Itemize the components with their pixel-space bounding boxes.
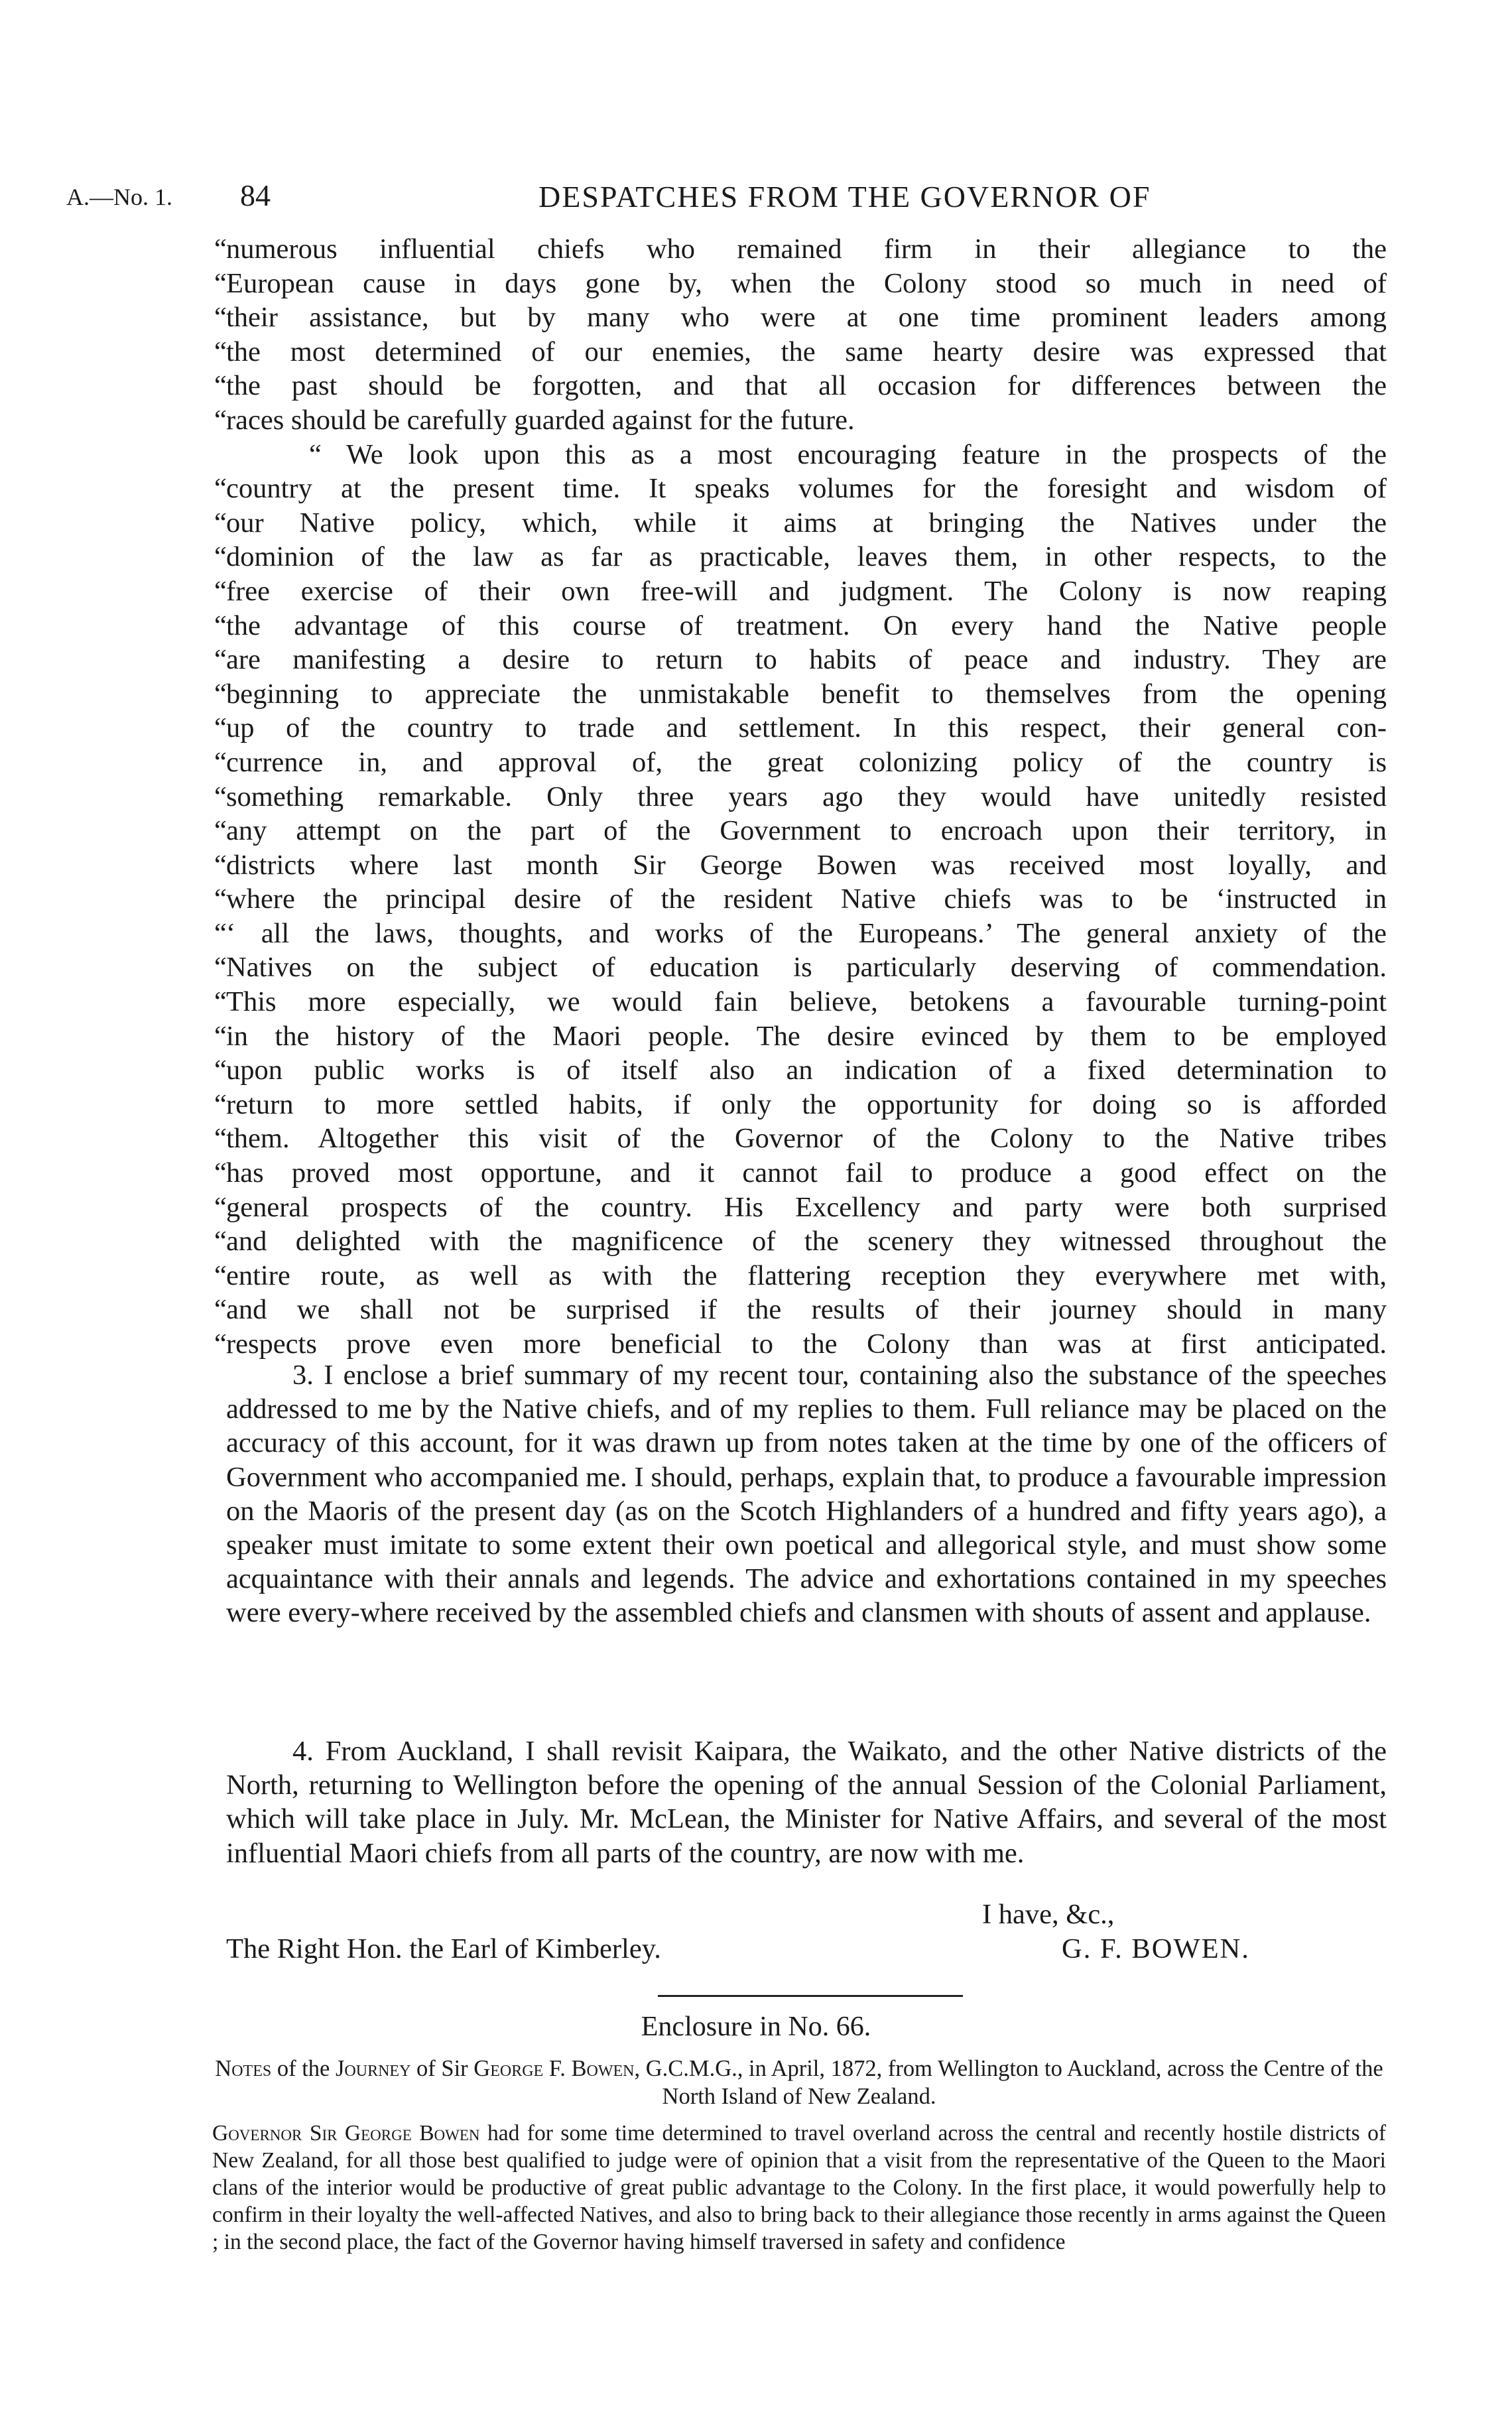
quote-line-text: country at the present time. It speaks volumes for the foresight and wisdom of xyxy=(226,473,1387,505)
quote-mark: “ xyxy=(214,644,227,676)
quote-line xyxy=(214,745,1387,780)
quote-mark: “ xyxy=(214,1226,227,1257)
quote-mark: “ xyxy=(214,370,227,402)
notes-journey: Journey xyxy=(335,2056,411,2081)
notes-lead: Notes xyxy=(215,2056,272,2081)
quote-line-text: numerous influential chiefs who remained firm in their allegiance to the xyxy=(226,233,1387,265)
quote-line xyxy=(214,369,1387,403)
paragraph-4-text: 4. From Auckland, I shall revisit Kaipara, the Waikato, and the other Native districts of the North, returning to Wellington before the opening of the annual Session of the Colonial Parliament, which will take place in July. Mr. McLean, the Minister for Native Affairs, and several of the most influential Maori chiefs from all parts of the country, are now with me. xyxy=(226,1736,1387,1869)
quote-line-text: the past should be forgotten, and that all occasion for differences between the xyxy=(226,370,1387,402)
signature: G. F. BOWEN. xyxy=(1062,1933,1250,1964)
quote-mark: “ xyxy=(214,609,227,641)
section-divider xyxy=(658,1995,963,1997)
quote-line-text: the most determined of our enemies, the same hearty desire was expressed that xyxy=(226,336,1387,367)
running-title: DESPATCHES FROM THE GOVERNOR OF xyxy=(538,180,1151,214)
notes-part-2: of Sir xyxy=(410,2056,474,2081)
quote-mark: “ xyxy=(214,746,227,778)
quote-line-text: where the principal desire of the resident Native chiefs was to be ‘instructed in xyxy=(226,883,1387,915)
quote-line xyxy=(214,232,1387,267)
quote-mark: “ xyxy=(214,575,227,607)
quote-line-text: free exercise of their own free-will and judgment. The Colony is now reaping xyxy=(226,575,1387,607)
quote-mark: “ xyxy=(214,404,227,436)
quote-mark: “ xyxy=(214,1294,227,1326)
notes-name: George F. Bowen xyxy=(473,2056,635,2081)
quote-mark: “ xyxy=(214,815,227,847)
quote-line xyxy=(214,677,1387,712)
quote-line-text: has proved most opportune, and it cannot fail to produce a good effect on the xyxy=(226,1157,1387,1189)
quote-mark: “ xyxy=(214,1157,227,1189)
quote-line xyxy=(214,609,1387,643)
quote-line-text: any attempt on the part of the Government to encroach upon their territory, in xyxy=(226,815,1387,847)
quote-line xyxy=(214,848,1387,883)
quote-mark: “ xyxy=(214,781,227,812)
notes-part-1: of the xyxy=(271,2056,336,2081)
quote-line xyxy=(214,1019,1387,1054)
quote-mark: “ xyxy=(214,1088,227,1120)
quote-line xyxy=(214,814,1387,848)
quote-line xyxy=(214,917,1387,951)
quote-line xyxy=(214,1088,1387,1122)
quote-line-text: upon public works is of itself also an indication of a fixed determination to xyxy=(226,1055,1387,1086)
quote-line-text: them. Altogether this visit of the Governor of the Colony to the Native tribes xyxy=(226,1123,1387,1155)
quote-line-text: our Native policy, which, while it aims at bringing the Natives under the xyxy=(226,507,1387,539)
quote-line xyxy=(214,1053,1387,1088)
quote-mark: “ xyxy=(214,1259,227,1291)
quote-mark: “ xyxy=(214,1191,227,1223)
quote-line-text: return to more settled habits, if only the opportunity for doing so is afforded xyxy=(226,1088,1387,1120)
quoted-newspaper-extract xyxy=(214,232,1387,1362)
document-reference: A.—No. 1. xyxy=(66,184,172,210)
addressee: The Right Hon. the Earl of Kimberley. xyxy=(226,1933,661,1964)
quote-mark: “ xyxy=(214,473,227,505)
quote-mark: “ xyxy=(214,302,227,334)
quote-line xyxy=(214,335,1387,369)
quote-line xyxy=(214,1293,1387,1327)
quote-line-text: are manifesting a desire to return to habits of peace and industry. They are xyxy=(226,644,1387,676)
paragraph-4 xyxy=(226,1734,1387,1870)
quote-mark: “ xyxy=(214,712,227,744)
quote-mark: “ xyxy=(214,541,227,573)
quote-mark: “ xyxy=(214,849,227,881)
quote-line-text: Natives on the subject of education is particularly deserving of commendation. xyxy=(226,952,1387,984)
quote-mark: “ xyxy=(214,1020,227,1052)
quote-mark: “ xyxy=(214,986,227,1018)
quote-line-text: entire route, as well as with the flattering reception they everywhere met with, xyxy=(226,1259,1387,1291)
quote-line-text: their assistance, but by many who were at one time prominent leaders among xyxy=(226,302,1387,334)
quote-line-text: respects prove even more beneficial to the Colony than was at first anticipated. xyxy=(226,1328,1387,1360)
quote-mark: “ xyxy=(214,917,227,949)
quote-line xyxy=(214,780,1387,814)
enclosure-title: Enclosure in No. 66. xyxy=(641,2012,871,2042)
quote-line-text: ‘ all the laws, thoughts, and works of the Europeans.’ The general anxiety of the xyxy=(226,917,1387,949)
quote-line-text: dominion of the law as far as practicable, leaves them, in other respects, to the xyxy=(226,541,1387,573)
quote-line-text: something remarkable. Only three years ago they would have unitedly resisted xyxy=(226,781,1387,812)
quote-line xyxy=(214,1156,1387,1190)
quote-mark: “ xyxy=(214,507,227,539)
quote-line-text: currence in, and approval of, the great colonizing policy of the country is xyxy=(226,746,1387,778)
quote-line-text: up of the country to trade and settlement. In this respect, their general con- xyxy=(226,712,1387,744)
quote-mark: “ xyxy=(214,952,227,984)
quote-line-text: in the history of the Maori people. The desire evinced by them to be employed xyxy=(226,1020,1387,1052)
quote-mark: “ xyxy=(214,267,227,299)
quote-line xyxy=(214,403,1387,438)
enclosure-body xyxy=(212,2120,1386,2256)
quote-line-text: and we shall not be surprised if the results of their journey should in many xyxy=(226,1294,1387,1326)
enclosure-notes-heading xyxy=(212,2055,1386,2110)
quote-mark: “ xyxy=(214,233,227,265)
quote-mark: “ xyxy=(214,1055,227,1086)
quote-line xyxy=(214,711,1387,745)
running-header xyxy=(66,178,1393,224)
quote-line xyxy=(214,950,1387,985)
quote-line xyxy=(214,1122,1387,1156)
quote-line-text: races should be carefully guarded against for the future. xyxy=(226,404,855,436)
quote-line xyxy=(214,472,1387,506)
paragraph-3 xyxy=(226,1358,1387,1630)
quote-mark: “ xyxy=(214,1328,227,1360)
quote-line xyxy=(214,1224,1387,1259)
quote-mark: “ xyxy=(214,1123,227,1155)
quote-line xyxy=(214,1190,1387,1225)
quote-line-text: beginning to appreciate the unmistakable benefit to themselves from the opening xyxy=(226,678,1387,710)
enclosure-body-lead: Governor Sir George Bowen xyxy=(212,2121,480,2146)
quote-line xyxy=(214,1327,1387,1362)
quote-line xyxy=(214,1259,1387,1293)
paragraph-3-text: 3. I enclose a brief summary of my recent tour, containing also the substance of the speeches addressed to me by the Native chiefs, and of my replies to them. Full reliance may be placed on the accuracy of this account, for it was drawn up from notes taken at the time by one of the officers of Government who accompanied me. I should, perhaps, explain that, to produce a favourable impression on the Maoris of the present day (as on the Scotch Highlanders of a hundred and fifty years ago), a speaker must imitate to some extent their own poetical and allegorical style, and must show some acquaintance with their annals and legends. The advice and exhortations contained in my speeches were every-where received by the assembled chiefs and clansmen with shouts of assent and applause. xyxy=(226,1360,1387,1629)
quote-line-text: and delighted with the magnificence of the scenery they witnessed throughout the xyxy=(226,1226,1387,1257)
quote-line-text: districts where last month Sir George Bowen was received most loyally, and xyxy=(226,849,1387,881)
closing-phrase: I have, &c., xyxy=(982,1899,1115,1930)
quote-line-text: “ We look upon this as a most encouraging feature in the prospects of the xyxy=(309,438,1387,470)
quote-line xyxy=(214,540,1387,574)
quote-line-text: This more especially, we would fain believe, betokens a favourable turning-point xyxy=(226,986,1387,1018)
quote-mark: “ xyxy=(214,336,227,367)
quote-line xyxy=(214,300,1387,335)
sign-off xyxy=(226,1898,1387,1978)
enclosure-body-text: had for some time determined to travel overland across the central and recently hostile districts of New Zealand, for all those best qualified to judge were of opinion that a visit from the representative of the Queen to the Maori clans of the interior would be productive of great public advantage to the Colony. In the first place, it would powerfully help to confirm in their loyalty the well-affected Natives, and also to bring back to their allegiance those recently in arms against the Queen ; in the second place, the fact of the Governor having himself traversed in safety and confidence xyxy=(212,2121,1386,2254)
notes-part-3: , G.C.M.G., in April, 1872, from Wellington to Auckland, across the Centre of the North Island of New Zealand. xyxy=(634,2056,1383,2109)
quote-line-text: general prospects of the country. His Excellency and party were both surprised xyxy=(226,1191,1387,1223)
quote-line xyxy=(214,643,1387,677)
quote-line xyxy=(214,574,1387,609)
page-number: 84 xyxy=(240,178,271,212)
quote-mark: “ xyxy=(214,678,227,710)
quote-mark: “ xyxy=(214,883,227,915)
quote-line xyxy=(226,438,1387,472)
quote-line xyxy=(214,985,1387,1019)
quote-line xyxy=(214,882,1387,917)
quote-line xyxy=(214,506,1387,541)
quote-line xyxy=(214,267,1387,301)
quote-line-text: the advantage of this course of treatment. On every hand the Native people xyxy=(226,609,1387,641)
quote-line-text: European cause in days gone by, when the Colony stood so much in need of xyxy=(226,267,1387,299)
